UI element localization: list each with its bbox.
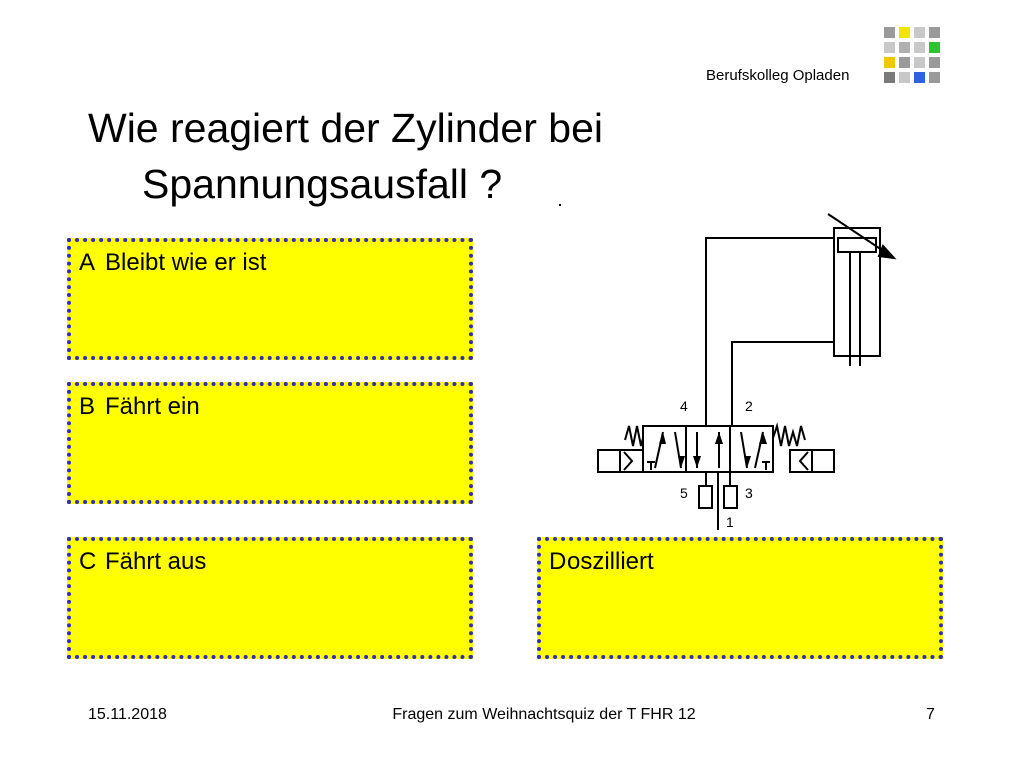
answer-d-text: oszilliert (567, 548, 654, 575)
title-line-2: Spannungsausfall ? (142, 161, 503, 207)
port-label-3: 3 (745, 485, 753, 501)
cylinder-symbol (828, 214, 894, 366)
answer-c-letter: C (79, 548, 97, 575)
title-line-1: Wie reagiert der Zylinder bei (88, 105, 603, 151)
answer-c-text: Fährt aus (105, 548, 207, 575)
answer-a-letter: A (79, 249, 96, 276)
port-label-1: 1 (726, 514, 734, 530)
school-name: Berufskolleg Opladen (706, 67, 850, 84)
pipe-lines (706, 238, 834, 426)
port-label-2: 2 (745, 398, 753, 414)
footer-page-number: 7 (926, 706, 935, 723)
footer-date: 15.11.2018 (88, 706, 167, 723)
answer-b-text: Fährt ein (105, 393, 200, 420)
port-label-4: 4 (680, 398, 688, 414)
answer-b-letter: B (79, 393, 96, 420)
footer-title: Fragen zum Weihnachtsquiz der T FHR 12 (392, 706, 696, 723)
port-label-5: 5 (680, 485, 688, 501)
answer-d-letter: D (549, 548, 567, 575)
answer-a-text: Bleibt wie er ist (105, 249, 267, 276)
